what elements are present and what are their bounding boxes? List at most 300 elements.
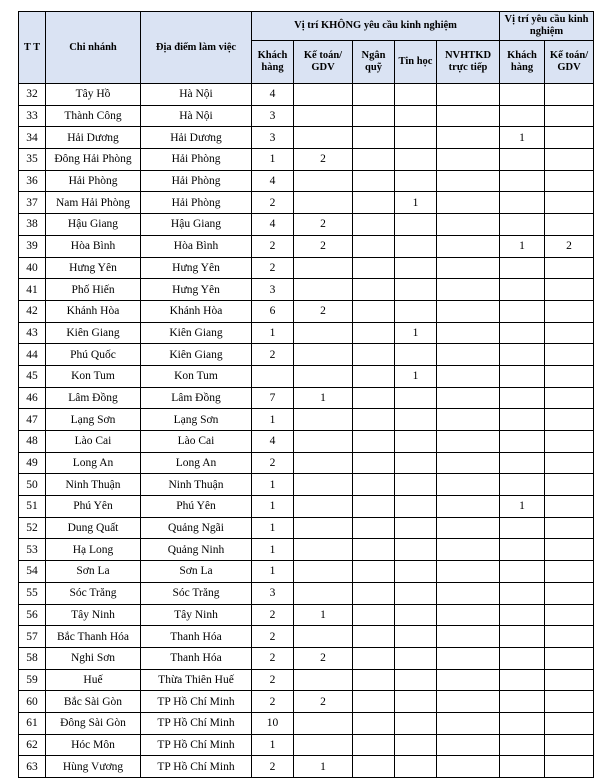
accounting-exp-cell xyxy=(545,647,594,669)
work-location-cell: Quảng Ngãi xyxy=(141,517,252,539)
accounting-no-exp-cell xyxy=(294,496,353,518)
it-no-exp-cell xyxy=(395,496,437,518)
work-location-cell: Phú Yên xyxy=(141,496,252,518)
treasury-no-exp-cell xyxy=(353,365,395,387)
row-number-cell: 39 xyxy=(19,235,46,257)
branch-name-cell: Kon Tum xyxy=(46,365,141,387)
recruitment-table xyxy=(18,11,594,778)
table-row xyxy=(19,474,594,496)
branch-name-cell: Tây Ninh xyxy=(46,604,141,626)
treasury-no-exp-cell xyxy=(353,84,395,106)
row-number-cell: 51 xyxy=(19,496,46,518)
it-no-exp-cell xyxy=(395,257,437,279)
accounting-no-exp-cell xyxy=(294,127,353,149)
work-location-cell: Sóc Trăng xyxy=(141,582,252,604)
business-support-no-exp-cell xyxy=(437,756,500,778)
it-no-exp-cell xyxy=(395,474,437,496)
row-number-cell: 44 xyxy=(19,344,46,366)
work-location-cell: Lâm Đồng xyxy=(141,387,252,409)
accounting-exp-cell xyxy=(545,539,594,561)
accounting-no-exp-cell xyxy=(294,452,353,474)
branch-name-cell: Lâm Đồng xyxy=(46,387,141,409)
table-body xyxy=(19,84,594,778)
row-number-cell: 34 xyxy=(19,127,46,149)
customer-exp-cell xyxy=(500,279,545,301)
accounting-no-exp-cell: 1 xyxy=(294,387,353,409)
it-no-exp-cell xyxy=(395,626,437,648)
customer-exp-cell xyxy=(500,105,545,127)
branch-name-cell: Hải Dương xyxy=(46,127,141,149)
row-number-cell: 47 xyxy=(19,409,46,431)
branch-name-cell: Bắc Thanh Hóa xyxy=(46,626,141,648)
header-group-no-experience: Vị trí KHÔNG yêu cầu kinh nghiệm xyxy=(252,12,500,41)
branch-name-cell: Đông Sài Gòn xyxy=(46,712,141,734)
accounting-exp-cell xyxy=(545,517,594,539)
table-row xyxy=(19,452,594,474)
customer-exp-cell xyxy=(500,604,545,626)
row-number-cell: 52 xyxy=(19,517,46,539)
branch-name-cell: Hòa Bình xyxy=(46,235,141,257)
customer-exp-cell xyxy=(500,192,545,214)
it-no-exp-cell xyxy=(395,387,437,409)
row-number-cell: 48 xyxy=(19,431,46,453)
accounting-exp-cell xyxy=(545,474,594,496)
business-support-no-exp-cell xyxy=(437,712,500,734)
customer-no-exp-cell: 2 xyxy=(252,452,294,474)
table-row xyxy=(19,387,594,409)
customer-exp-cell xyxy=(500,582,545,604)
it-no-exp-cell xyxy=(395,431,437,453)
customer-no-exp-cell: 7 xyxy=(252,387,294,409)
accounting-no-exp-cell xyxy=(294,322,353,344)
row-number-cell: 49 xyxy=(19,452,46,474)
treasury-no-exp-cell xyxy=(353,517,395,539)
accounting-exp-cell xyxy=(545,496,594,518)
work-location-cell: Thanh Hóa xyxy=(141,647,252,669)
row-number-cell: 63 xyxy=(19,756,46,778)
business-support-no-exp-cell xyxy=(437,322,500,344)
customer-no-exp-cell: 2 xyxy=(252,691,294,713)
business-support-no-exp-cell xyxy=(437,669,500,691)
it-no-exp-cell xyxy=(395,604,437,626)
treasury-no-exp-cell xyxy=(353,279,395,301)
treasury-no-exp-cell xyxy=(353,582,395,604)
branch-name-cell: Phú Yên xyxy=(46,496,141,518)
customer-exp-cell xyxy=(500,365,545,387)
business-support-no-exp-cell xyxy=(437,539,500,561)
work-location-cell: TP Hồ Chí Minh xyxy=(141,734,252,756)
accounting-exp-cell xyxy=(545,626,594,648)
treasury-no-exp-cell xyxy=(353,496,395,518)
treasury-no-exp-cell xyxy=(353,409,395,431)
table-row xyxy=(19,756,594,778)
it-no-exp-cell xyxy=(395,712,437,734)
table-row xyxy=(19,344,594,366)
work-location-cell: Hải Phòng xyxy=(141,149,252,171)
accounting-no-exp-cell: 2 xyxy=(294,647,353,669)
branch-name-cell: Hậu Giang xyxy=(46,214,141,236)
customer-exp-cell xyxy=(500,539,545,561)
accounting-exp-cell xyxy=(545,712,594,734)
business-support-no-exp-cell xyxy=(437,127,500,149)
accounting-no-exp-cell xyxy=(294,257,353,279)
accounting-exp-cell xyxy=(545,561,594,583)
it-no-exp-cell xyxy=(395,647,437,669)
it-no-exp-cell xyxy=(395,756,437,778)
accounting-exp-cell xyxy=(545,170,594,192)
work-location-cell: Lào Cai xyxy=(141,431,252,453)
header-customer-no-exp: Khách hàng xyxy=(252,41,294,84)
header-it-no-exp: Tin học xyxy=(395,41,437,84)
customer-exp-cell: 1 xyxy=(500,235,545,257)
accounting-no-exp-cell xyxy=(294,170,353,192)
customer-exp-cell xyxy=(500,344,545,366)
customer-no-exp-cell: 1 xyxy=(252,561,294,583)
branch-name-cell: Đông Hải Phòng xyxy=(46,149,141,171)
treasury-no-exp-cell xyxy=(353,235,395,257)
accounting-exp-cell xyxy=(545,192,594,214)
business-support-no-exp-cell xyxy=(437,474,500,496)
customer-exp-cell xyxy=(500,626,545,648)
accounting-exp-cell xyxy=(545,279,594,301)
accounting-exp-cell xyxy=(545,409,594,431)
business-support-no-exp-cell xyxy=(437,604,500,626)
treasury-no-exp-cell xyxy=(353,127,395,149)
customer-no-exp-cell: 2 xyxy=(252,344,294,366)
it-no-exp-cell xyxy=(395,669,437,691)
table-row xyxy=(19,604,594,626)
row-number-cell: 46 xyxy=(19,387,46,409)
treasury-no-exp-cell xyxy=(353,756,395,778)
branch-name-cell: Khánh Hòa xyxy=(46,300,141,322)
work-location-cell: TP Hồ Chí Minh xyxy=(141,756,252,778)
row-number-cell: 43 xyxy=(19,322,46,344)
customer-exp-cell xyxy=(500,322,545,344)
customer-no-exp-cell: 1 xyxy=(252,409,294,431)
treasury-no-exp-cell xyxy=(353,344,395,366)
customer-no-exp-cell: 10 xyxy=(252,712,294,734)
treasury-no-exp-cell xyxy=(353,149,395,171)
header-customer-exp: Khách hàng xyxy=(500,41,545,84)
header-location: Địa điểm làm việc xyxy=(141,12,252,84)
treasury-no-exp-cell xyxy=(353,474,395,496)
accounting-exp-cell xyxy=(545,105,594,127)
customer-no-exp-cell: 1 xyxy=(252,539,294,561)
work-location-cell: Hưng Yên xyxy=(141,279,252,301)
business-support-no-exp-cell xyxy=(437,192,500,214)
accounting-exp-cell xyxy=(545,669,594,691)
treasury-no-exp-cell xyxy=(353,604,395,626)
accounting-exp-cell xyxy=(545,149,594,171)
table-row xyxy=(19,582,594,604)
treasury-no-exp-cell xyxy=(353,691,395,713)
customer-exp-cell xyxy=(500,517,545,539)
row-number-cell: 56 xyxy=(19,604,46,626)
table-row xyxy=(19,517,594,539)
branch-name-cell: Hóc Môn xyxy=(46,734,141,756)
it-no-exp-cell xyxy=(395,517,437,539)
customer-no-exp-cell: 2 xyxy=(252,235,294,257)
business-support-no-exp-cell xyxy=(437,149,500,171)
customer-no-exp-cell: 3 xyxy=(252,127,294,149)
it-no-exp-cell xyxy=(395,300,437,322)
table-row xyxy=(19,300,594,322)
business-support-no-exp-cell xyxy=(437,279,500,301)
accounting-no-exp-cell xyxy=(294,279,353,301)
branch-name-cell: Hạ Long xyxy=(46,539,141,561)
table-row xyxy=(19,127,594,149)
table-row xyxy=(19,691,594,713)
treasury-no-exp-cell xyxy=(353,712,395,734)
accounting-no-exp-cell xyxy=(294,474,353,496)
accounting-exp-cell xyxy=(545,431,594,453)
customer-exp-cell xyxy=(500,452,545,474)
work-location-cell: Hưng Yên xyxy=(141,257,252,279)
accounting-no-exp-cell: 1 xyxy=(294,604,353,626)
row-number-cell: 41 xyxy=(19,279,46,301)
business-support-no-exp-cell xyxy=(437,84,500,106)
it-no-exp-cell: 1 xyxy=(395,365,437,387)
row-number-cell: 60 xyxy=(19,691,46,713)
business-support-no-exp-cell xyxy=(437,647,500,669)
customer-exp-cell xyxy=(500,756,545,778)
branch-name-cell: Lạng Sơn xyxy=(46,409,141,431)
it-no-exp-cell xyxy=(395,279,437,301)
row-number-cell: 50 xyxy=(19,474,46,496)
table-row xyxy=(19,214,594,236)
customer-exp-cell xyxy=(500,149,545,171)
customer-exp-cell xyxy=(500,712,545,734)
treasury-no-exp-cell xyxy=(353,452,395,474)
business-support-no-exp-cell xyxy=(437,582,500,604)
customer-no-exp-cell: 1 xyxy=(252,149,294,171)
branch-name-cell: Hưng Yên xyxy=(46,257,141,279)
work-location-cell: Khánh Hòa xyxy=(141,300,252,322)
customer-exp-cell xyxy=(500,647,545,669)
branch-name-cell: Hải Phòng xyxy=(46,170,141,192)
business-support-no-exp-cell xyxy=(437,105,500,127)
accounting-exp-cell xyxy=(545,387,594,409)
work-location-cell: Hà Nội xyxy=(141,84,252,106)
row-number-cell: 58 xyxy=(19,647,46,669)
it-no-exp-cell xyxy=(395,214,437,236)
treasury-no-exp-cell xyxy=(353,257,395,279)
table-row xyxy=(19,626,594,648)
accounting-no-exp-cell: 2 xyxy=(294,235,353,257)
accounting-exp-cell xyxy=(545,452,594,474)
accounting-no-exp-cell xyxy=(294,105,353,127)
row-number-cell: 37 xyxy=(19,192,46,214)
accounting-no-exp-cell xyxy=(294,365,353,387)
customer-no-exp-cell: 1 xyxy=(252,322,294,344)
accounting-exp-cell xyxy=(545,300,594,322)
row-number-cell: 55 xyxy=(19,582,46,604)
header-accounting-exp: Kế toán/ GDV xyxy=(545,41,594,84)
customer-exp-cell xyxy=(500,409,545,431)
branch-name-cell: Phú Quốc xyxy=(46,344,141,366)
accounting-no-exp-cell xyxy=(294,409,353,431)
accounting-no-exp-cell xyxy=(294,734,353,756)
customer-no-exp-cell: 4 xyxy=(252,170,294,192)
business-support-no-exp-cell xyxy=(437,561,500,583)
customer-exp-cell xyxy=(500,170,545,192)
accounting-exp-cell xyxy=(545,322,594,344)
treasury-no-exp-cell xyxy=(353,626,395,648)
accounting-no-exp-cell xyxy=(294,712,353,734)
branch-name-cell: Dung Quất xyxy=(46,517,141,539)
branch-name-cell: Lào Cai xyxy=(46,431,141,453)
treasury-no-exp-cell xyxy=(353,669,395,691)
business-support-no-exp-cell xyxy=(437,235,500,257)
business-support-no-exp-cell xyxy=(437,344,500,366)
accounting-exp-cell xyxy=(545,344,594,366)
it-no-exp-cell: 1 xyxy=(395,192,437,214)
accounting-no-exp-cell xyxy=(294,582,353,604)
customer-no-exp-cell: 2 xyxy=(252,257,294,279)
table-row xyxy=(19,669,594,691)
accounting-no-exp-cell xyxy=(294,669,353,691)
accounting-no-exp-cell xyxy=(294,517,353,539)
table-row xyxy=(19,409,594,431)
customer-exp-cell xyxy=(500,257,545,279)
branch-name-cell: Ninh Thuận xyxy=(46,474,141,496)
table-row xyxy=(19,235,594,257)
table-row xyxy=(19,365,594,387)
work-location-cell: Hòa Bình xyxy=(141,235,252,257)
customer-no-exp-cell: 4 xyxy=(252,84,294,106)
customer-no-exp-cell: 2 xyxy=(252,669,294,691)
branch-name-cell: Phố Hiến xyxy=(46,279,141,301)
customer-no-exp-cell: 3 xyxy=(252,279,294,301)
branch-name-cell: Nghi Sơn xyxy=(46,647,141,669)
work-location-cell: Thanh Hóa xyxy=(141,626,252,648)
treasury-no-exp-cell xyxy=(353,539,395,561)
work-location-cell: Hà Nội xyxy=(141,105,252,127)
work-location-cell: Kiên Giang xyxy=(141,322,252,344)
customer-no-exp-cell: 2 xyxy=(252,647,294,669)
business-support-no-exp-cell xyxy=(437,734,500,756)
table-row xyxy=(19,561,594,583)
it-no-exp-cell xyxy=(395,235,437,257)
customer-exp-cell: 1 xyxy=(500,496,545,518)
treasury-no-exp-cell xyxy=(353,105,395,127)
header-business-support-no-exp: NVHTKD trực tiếp xyxy=(437,41,500,84)
accounting-no-exp-cell xyxy=(294,561,353,583)
customer-exp-cell xyxy=(500,561,545,583)
treasury-no-exp-cell xyxy=(353,300,395,322)
row-number-cell: 33 xyxy=(19,105,46,127)
row-number-cell: 40 xyxy=(19,257,46,279)
header-accounting-no-exp: Kế toán/ GDV xyxy=(294,41,353,84)
header-tt: T T xyxy=(19,12,46,84)
row-number-cell: 36 xyxy=(19,170,46,192)
customer-no-exp-cell: 2 xyxy=(252,192,294,214)
customer-no-exp-cell: 1 xyxy=(252,734,294,756)
row-number-cell: 45 xyxy=(19,365,46,387)
work-location-cell: Ninh Thuận xyxy=(141,474,252,496)
work-location-cell: Tây Ninh xyxy=(141,604,252,626)
customer-exp-cell xyxy=(500,669,545,691)
it-no-exp-cell xyxy=(395,691,437,713)
treasury-no-exp-cell xyxy=(353,170,395,192)
accounting-exp-cell xyxy=(545,257,594,279)
it-no-exp-cell xyxy=(395,105,437,127)
work-location-cell: Hậu Giang xyxy=(141,214,252,236)
table-row xyxy=(19,149,594,171)
customer-exp-cell xyxy=(500,734,545,756)
customer-no-exp-cell: 4 xyxy=(252,431,294,453)
it-no-exp-cell xyxy=(395,452,437,474)
customer-no-exp-cell: 3 xyxy=(252,105,294,127)
it-no-exp-cell: 1 xyxy=(395,322,437,344)
customer-exp-cell xyxy=(500,431,545,453)
treasury-no-exp-cell xyxy=(353,214,395,236)
work-location-cell: Thừa Thiên Huế xyxy=(141,669,252,691)
customer-no-exp-cell xyxy=(252,365,294,387)
accounting-no-exp-cell xyxy=(294,626,353,648)
business-support-no-exp-cell xyxy=(437,387,500,409)
treasury-no-exp-cell xyxy=(353,192,395,214)
work-location-cell: Hải Phòng xyxy=(141,192,252,214)
branch-name-cell: Huế xyxy=(46,669,141,691)
business-support-no-exp-cell xyxy=(437,409,500,431)
table-row xyxy=(19,192,594,214)
work-location-cell: Quảng Ninh xyxy=(141,539,252,561)
branch-name-cell: Hùng Vương xyxy=(46,756,141,778)
branch-name-cell: Long An xyxy=(46,452,141,474)
it-no-exp-cell xyxy=(395,409,437,431)
business-support-no-exp-cell xyxy=(437,170,500,192)
business-support-no-exp-cell xyxy=(437,452,500,474)
row-number-cell: 35 xyxy=(19,149,46,171)
accounting-exp-cell xyxy=(545,604,594,626)
it-no-exp-cell xyxy=(395,149,437,171)
branch-name-cell: Nam Hải Phòng xyxy=(46,192,141,214)
treasury-no-exp-cell xyxy=(353,431,395,453)
work-location-cell: Hải Phòng xyxy=(141,170,252,192)
customer-no-exp-cell: 6 xyxy=(252,300,294,322)
work-location-cell: TP Hồ Chí Minh xyxy=(141,712,252,734)
accounting-no-exp-cell xyxy=(294,539,353,561)
branch-name-cell: Kiên Giang xyxy=(46,322,141,344)
customer-exp-cell xyxy=(500,84,545,106)
table-row xyxy=(19,322,594,344)
work-location-cell: TP Hồ Chí Minh xyxy=(141,691,252,713)
customer-exp-cell xyxy=(500,691,545,713)
business-support-no-exp-cell xyxy=(437,691,500,713)
row-number-cell: 54 xyxy=(19,561,46,583)
business-support-no-exp-cell xyxy=(437,214,500,236)
accounting-no-exp-cell: 2 xyxy=(294,300,353,322)
it-no-exp-cell xyxy=(395,170,437,192)
business-support-no-exp-cell xyxy=(437,431,500,453)
customer-exp-cell xyxy=(500,387,545,409)
row-number-cell: 62 xyxy=(19,734,46,756)
work-location-cell: Kiên Giang xyxy=(141,344,252,366)
accounting-no-exp-cell: 2 xyxy=(294,214,353,236)
table-row xyxy=(19,647,594,669)
table-row xyxy=(19,431,594,453)
customer-no-exp-cell: 1 xyxy=(252,474,294,496)
accounting-no-exp-cell: 2 xyxy=(294,149,353,171)
business-support-no-exp-cell xyxy=(437,257,500,279)
accounting-exp-cell: 2 xyxy=(545,235,594,257)
accounting-no-exp-cell xyxy=(294,431,353,453)
accounting-no-exp-cell: 1 xyxy=(294,756,353,778)
work-location-cell: Long An xyxy=(141,452,252,474)
it-no-exp-cell xyxy=(395,127,437,149)
it-no-exp-cell xyxy=(395,561,437,583)
